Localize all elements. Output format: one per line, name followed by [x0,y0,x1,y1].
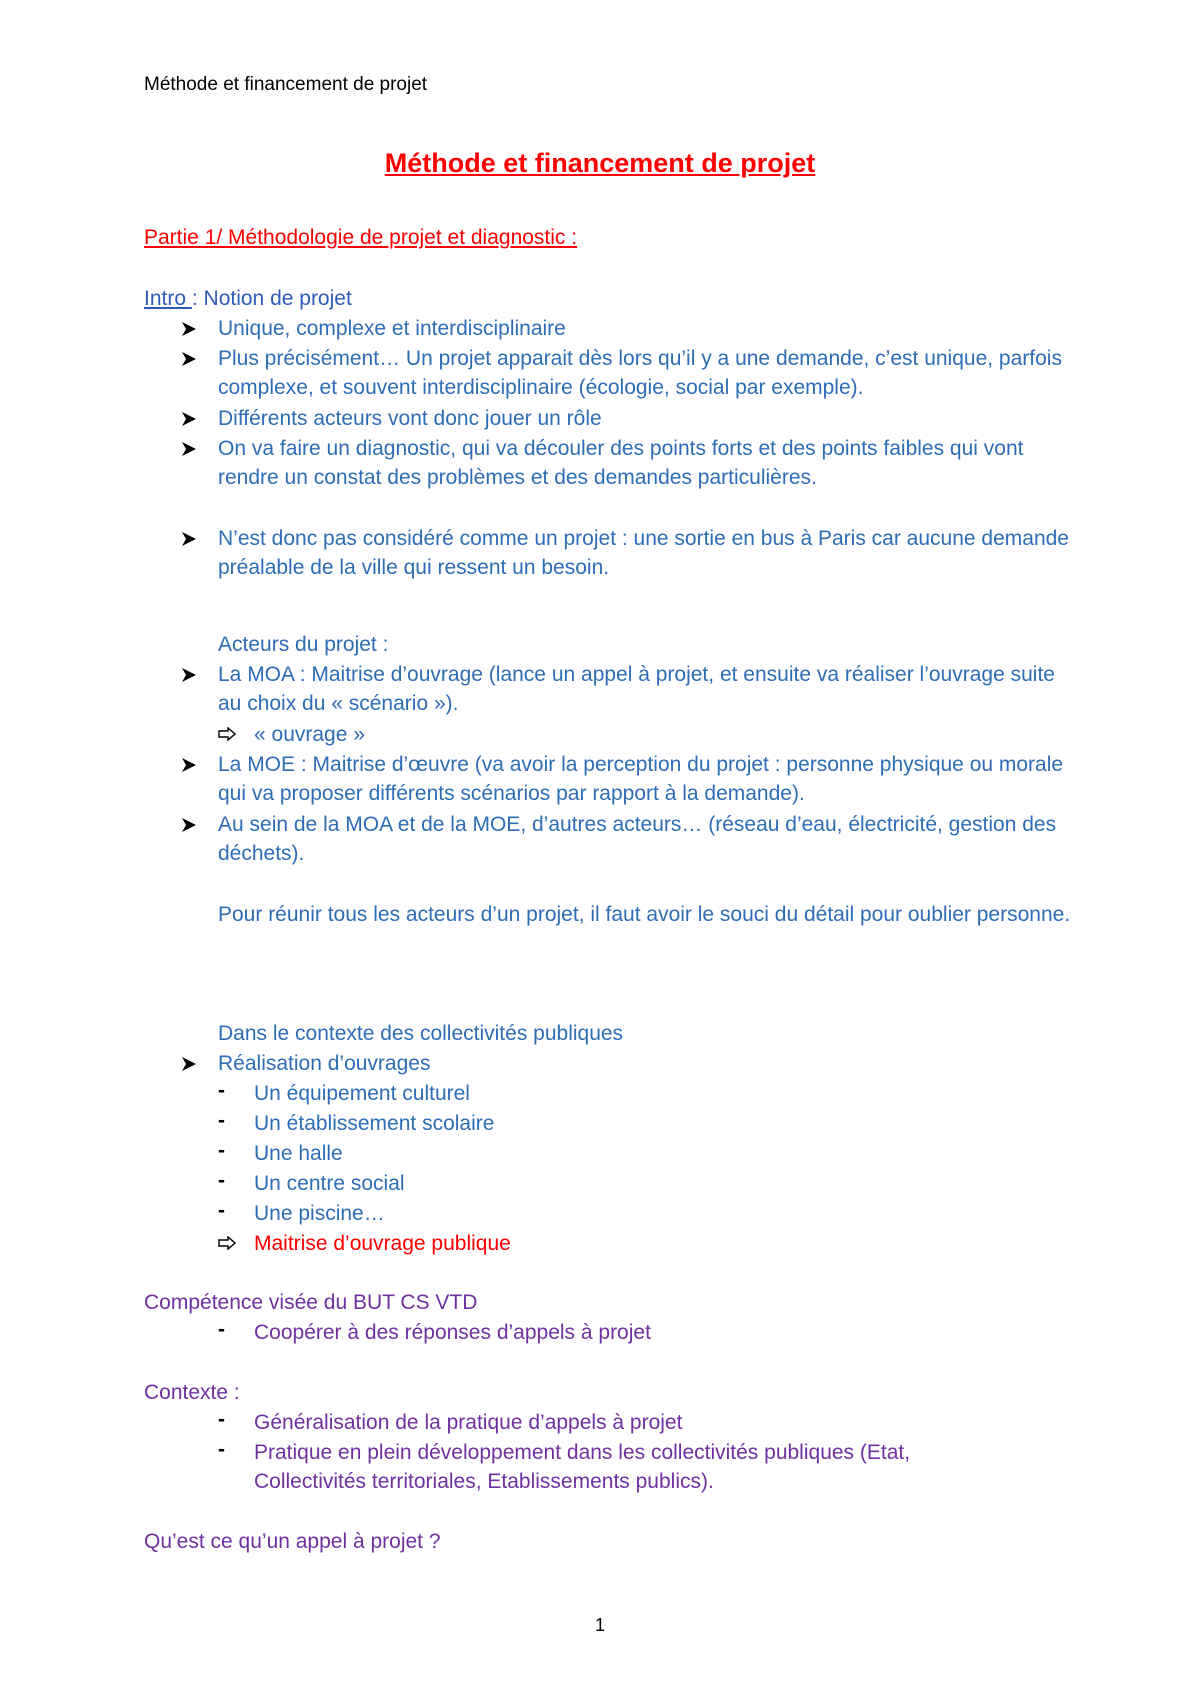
intro-bullet: On va faire un diagnostic, qui va découler des points forts et des points faibles qui vont rendre un constat des problèmes et des demandes particulières. [218,437,1024,489]
arrowhead-bullet-icon [181,441,197,457]
context-public-heading: Dans le contexte des collectivités publiques [218,1022,624,1045]
intro-text: : Notion de projet [191,287,352,310]
intro-bullet: Différents acteurs vont donc jouer un rôle [218,407,602,430]
page-header: Méthode et financement de projet [144,74,428,95]
actor-others: Au sein de la MOA et de la MOE, d’autres acteurs… (réseau d’eau, électricité, gestion des déchets). [218,813,1057,865]
arrowhead-bullet-icon [181,1056,197,1072]
arrowhead-bullet-icon [181,321,197,337]
contexte-heading: Contexte : [144,1381,240,1404]
arrowhead-bullet-icon [181,351,197,367]
contexte-item: Généralisation de la pratique d’appels à projet [254,1411,683,1434]
part-heading: Partie 1/ Méthodologie de projet et diagnostic : [144,226,578,249]
realisation-result: Maitrise d’ouvrage publique [254,1232,511,1255]
not-project-bullet: N’est donc pas considéré comme un projet : une sortie en bus à Paris car aucune demande préalable de la ville qui ressent un besoin. [218,527,1069,579]
actor-moa-sub: « ouvrage » [254,723,365,746]
realisation-item: Une halle [254,1142,343,1165]
actors-heading: Acteurs du projet : [218,633,389,656]
contexte-item: Pratique en plein développement dans les collectivités publiques (Etat, Collectivités territoriales, Etablissements publics). [254,1441,911,1493]
intro-line [144,284,352,313]
arrowhead-bullet-icon [181,531,197,547]
document-page: Méthode et financement de projet Méthode et financement de projet Partie 1/ Méthodologie de projet et diagnostic : Intro : Notion de projet Unique, complexe et interdisciplinaire Plus précisément… Un projet apparait dès lors qu’il y a une demande, c’est unique, parfois complexe, et souvent interdisciplinaire (écologie, social par exemple). Différents acteurs vont donc jouer un rôle On va faire un diagnostic, qui va découler des points forts et des points faibles qui vont rendre un constat des problèmes et des demandes particulières. N’est donc pas considéré comme un projet : une sortie en bus à Paris car aucune demande préalable de la ville qui ressent un besoin. Acteurs du projet : La MOA : Maitrise d’ouvrage (lance un appel à projet, et ensuite va réaliser l’ouvrage suite au choix du « scénario »). « ouvrage » La MOE : Maitrise d’œuvre (va avoir la perception du projet : personne physique ou morale qui va proposer différents scénarios par rapport à la demande). Au sein de la MOA et de la MOE, d’autres acteurs… (réseau d’eau, électricité, gestion des déchets). Pour réunir tous les acteurs d’un projet, il faut avoir le souci du détail pour oublier personne. Dans le contexte des collectivités publiques Réalisation d’ouvrages - Un équipement culturel - Un établissement scolaire - Une halle - Un centre social - Une piscine… Maitrise d’ouvrage publique Compétence visée du BUT CS VTD - Coopérer à des réponses d’appels à projet Contexte : - Généralisation de la pratique d’appels à projet - Pratique en plein développement dans les collectivités publiques (Etat, Collectivités territoriales, Etablissements publics). Qu’est ce qu’un appel à projet ? 1 [0,0,1200,1698]
realisation-item: Une piscine… [254,1202,385,1225]
gather-note: Pour réunir tous les acteurs d’un projet, il faut avoir le souci du détail pour oublier personne. [218,903,1071,926]
realisation-item: Un équipement culturel [254,1082,470,1105]
document-title: Méthode et financement de projet [384,148,816,178]
intro-bullet: Plus précisément… Un projet apparait dès lors qu’il y a une demande, c’est unique, parfois complexe, et souvent interdisciplinaire (écologie, social par exemple). [218,347,1062,399]
arrowhead-bullet-icon [181,757,197,773]
actor-moa: La MOA : Maitrise d’ouvrage (lance un appel à projet, et ensuite va réaliser l’ouvrage suite au choix du « scénario »). [218,663,1055,715]
realisation-bullet: Réalisation d’ouvrages [218,1052,431,1075]
arrowhead-bullet-icon [181,411,197,427]
competence-heading: Compétence visée du BUT CS VTD [144,1291,478,1314]
realisation-item: Un centre social [254,1172,405,1195]
competence-item: Coopérer à des réponses d’appels à projet [254,1321,651,1344]
page-number: 1 [594,1615,605,1635]
actor-moe: La MOE : Maitrise d’œuvre (va avoir la perception du projet : personne physique ou morale qui va proposer différents scénarios par rapport à la demande). [218,753,1064,805]
intro-bullet: Unique, complexe et interdisciplinaire [218,317,566,340]
arrowhead-bullet-icon [181,667,197,683]
intro-label: Intro [144,287,192,310]
question-line: Qu’est ce qu’un appel à projet ? [144,1530,441,1553]
hollow-arrow-icon [218,1236,236,1250]
arrowhead-bullet-icon [181,817,197,833]
hollow-arrow-icon [218,727,236,741]
realisation-item: Un établissement scolaire [254,1112,495,1135]
